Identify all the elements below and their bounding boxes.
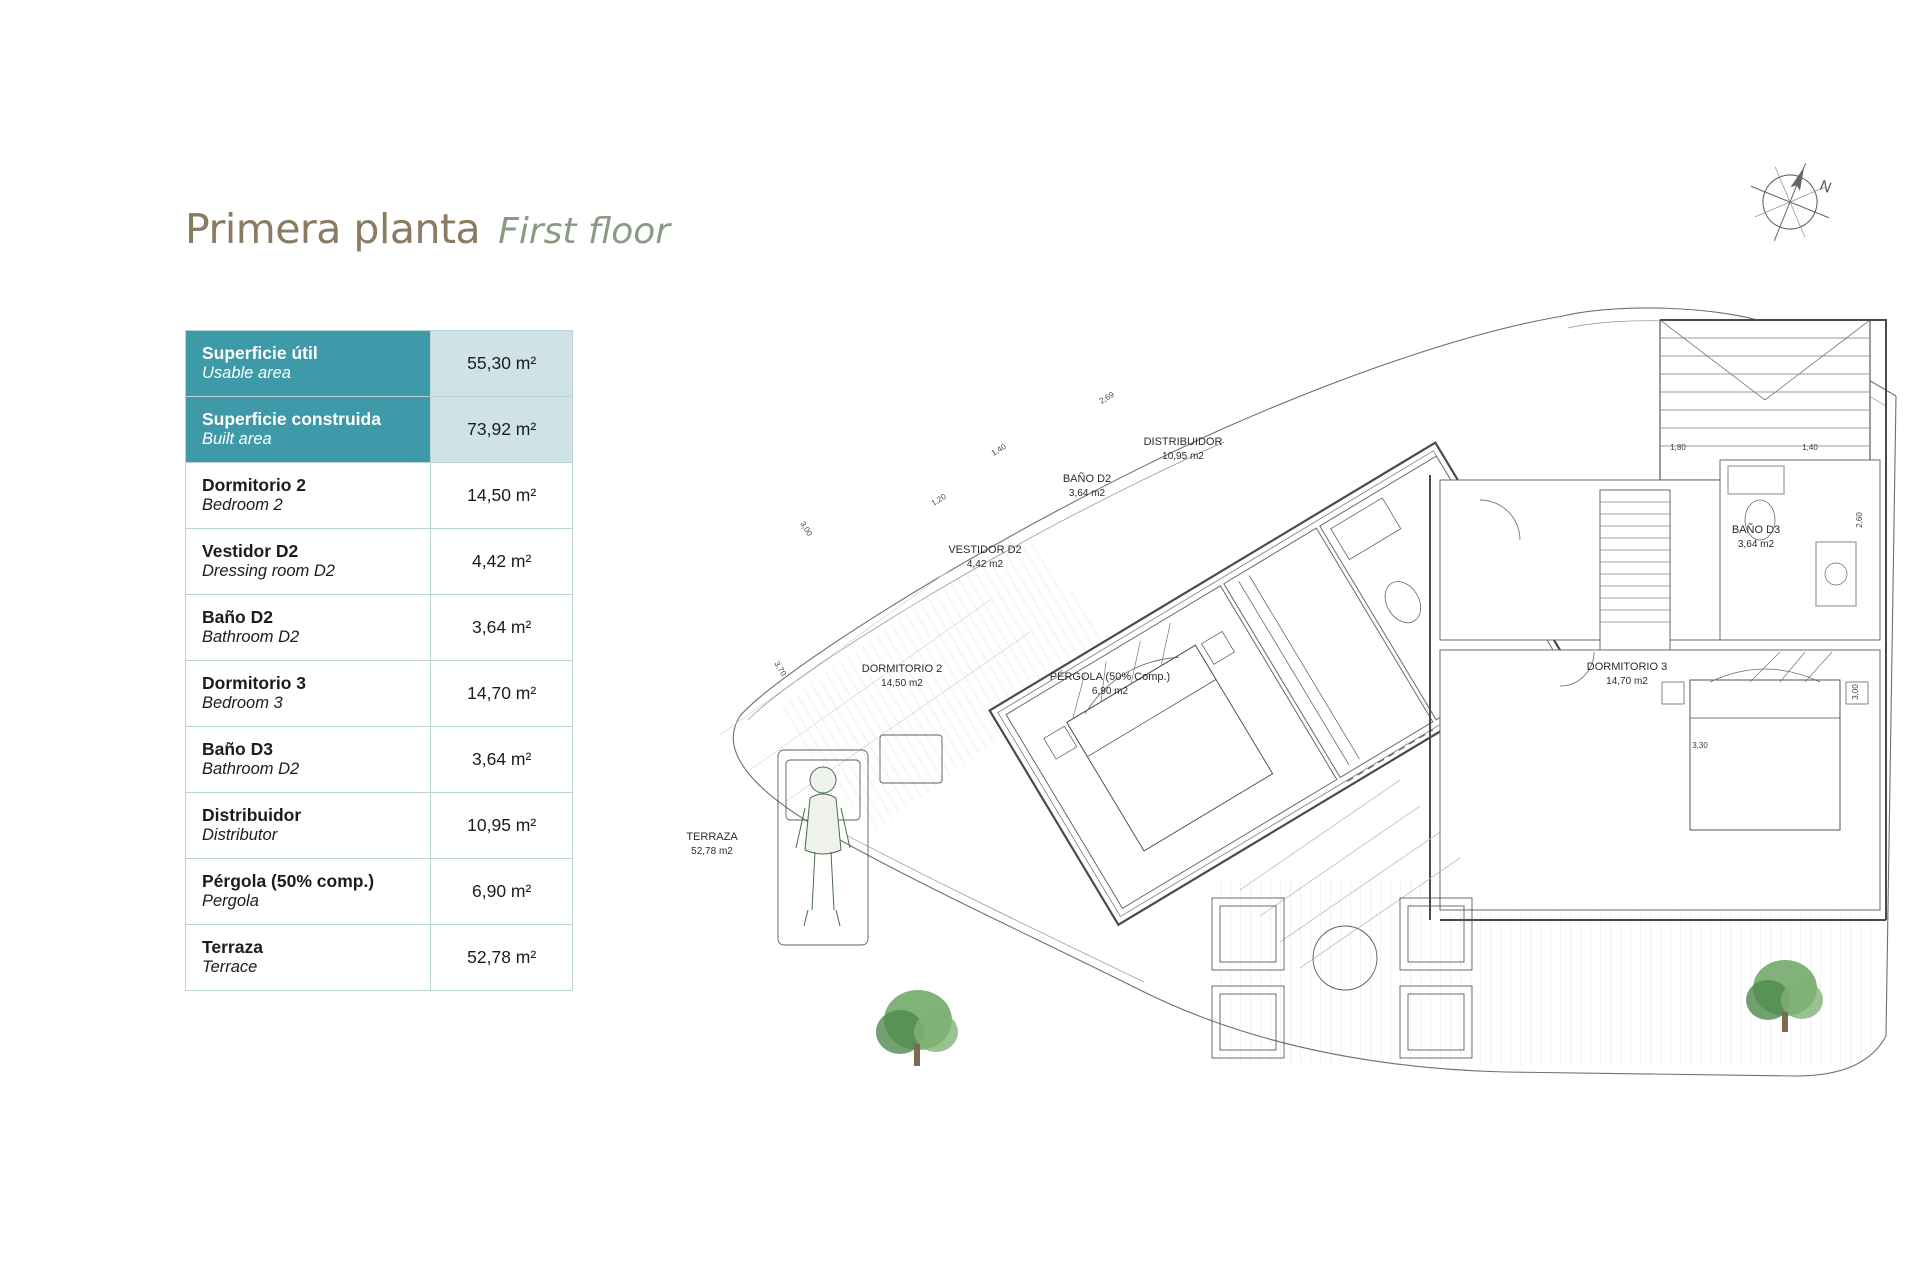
area-row-value: 55,30 m²	[431, 331, 573, 397]
room-area: 10,95 m2	[1162, 451, 1204, 462]
area-row-label-en: Bathroom D2	[202, 628, 300, 647]
area-table-row	[186, 793, 573, 859]
area-row-value: 6,90 m²	[431, 859, 573, 925]
area-row-label	[186, 859, 431, 925]
area-row-label-es: Terraza	[202, 937, 263, 958]
tree-left	[876, 990, 958, 1066]
dim-label: 2,69	[1097, 389, 1116, 406]
area-row-label-es: Baño D3	[202, 739, 273, 760]
room-name: BAÑO D2	[1062, 473, 1112, 485]
area-row-label-en: Bedroom 2	[202, 496, 283, 515]
compass-rose	[1735, 140, 1855, 260]
area-row-label-en: Distributor	[202, 826, 278, 845]
area-row-label	[186, 331, 431, 397]
page-title-es: Primera planta	[185, 205, 481, 253]
area-row-label-en: Terrace	[202, 958, 258, 977]
dim-label: 2,60	[1855, 512, 1864, 528]
area-table-row	[186, 859, 573, 925]
room-name: PÉRGOLA (50% Comp.)	[1049, 671, 1171, 683]
area-table-row	[186, 925, 573, 991]
dim-label: 3,70	[772, 659, 789, 678]
area-row-label-es: Dormitorio 3	[202, 673, 307, 694]
area-row-label-es: Pérgola (50% comp.)	[202, 871, 375, 892]
area-row-label-en: Pergola	[202, 892, 259, 911]
area-table-row	[186, 595, 573, 661]
compass-north-label: N	[1817, 176, 1834, 197]
area-row-label-en: Bathroom D2	[202, 760, 300, 779]
floor-plan-drawing	[600, 280, 1864, 1180]
dim-label: 1,20	[929, 491, 948, 508]
area-row-label	[186, 727, 431, 793]
dim-label: 1,80	[1670, 443, 1686, 452]
area-row-label	[186, 463, 431, 529]
room-area: 3,64 m2	[1737, 539, 1775, 550]
area-row-value: 52,78 m²	[431, 925, 573, 991]
area-row-label	[186, 661, 431, 727]
area-row-label-es: Distribuidor	[202, 805, 302, 826]
area-table-row	[186, 331, 573, 397]
dim-label: 3,30	[1692, 741, 1708, 750]
room-name: TERRAZA	[686, 831, 738, 843]
room-area: 3,64 m2	[1068, 488, 1106, 499]
area-row-label	[186, 397, 431, 463]
room-name: BAÑO D3	[1731, 524, 1781, 536]
room-name: DORMITORIO 2	[861, 663, 943, 675]
page-title-en: First floor	[498, 211, 671, 252]
area-row-value: 14,70 m²	[431, 661, 573, 727]
area-row-label	[186, 793, 431, 859]
room-area: 14,70 m2	[1606, 676, 1648, 687]
room-area: 4,42 m2	[966, 559, 1004, 570]
area-row-label	[186, 925, 431, 991]
area-row-label	[186, 595, 431, 661]
room-area: 52,78 m2	[691, 846, 733, 857]
area-table-row	[186, 397, 573, 463]
area-row-label	[186, 529, 431, 595]
room-name: DORMITORIO 3	[1586, 661, 1668, 673]
area-row-label-es: Dormitorio 2	[202, 475, 307, 496]
room-label-terraza	[686, 831, 738, 857]
room-name: DISTRIBUIDOR	[1143, 436, 1223, 448]
room-name: VESTIDOR D2	[948, 544, 1022, 556]
room-area: 6,90 m2	[1091, 686, 1129, 697]
area-table-row	[186, 463, 573, 529]
area-table-row	[186, 529, 573, 595]
area-row-label-es: Superficie útil	[202, 343, 318, 364]
dim-label: 1,40	[1802, 443, 1818, 452]
area-row-label-en: Bedroom 3	[202, 694, 283, 713]
area-row-label-es: Superficie construida	[202, 409, 381, 430]
area-schedule-table	[185, 330, 573, 991]
area-row-value: 14,50 m²	[431, 463, 573, 529]
area-table-row	[186, 661, 573, 727]
page-title	[185, 205, 670, 253]
area-row-label-en: Built area	[202, 430, 272, 449]
area-row-value: 3,64 m²	[431, 595, 573, 661]
dim-label: 1,40	[989, 441, 1008, 458]
area-row-value: 3,64 m²	[431, 727, 573, 793]
dim-label: 3,00	[798, 519, 815, 538]
area-row-label-es: Vestidor D2	[202, 541, 299, 562]
area-row-label-es: Baño D2	[202, 607, 273, 628]
dim-label: 3,00	[1851, 684, 1860, 700]
area-row-label-en: Usable area	[202, 364, 291, 383]
area-row-value: 73,92 m²	[431, 397, 573, 463]
area-row-value: 4,42 m²	[431, 529, 573, 595]
area-row-label-en: Dressing room D2	[202, 562, 335, 581]
room-area: 14,50 m2	[881, 678, 923, 689]
area-table-row	[186, 727, 573, 793]
area-row-value: 10,95 m²	[431, 793, 573, 859]
